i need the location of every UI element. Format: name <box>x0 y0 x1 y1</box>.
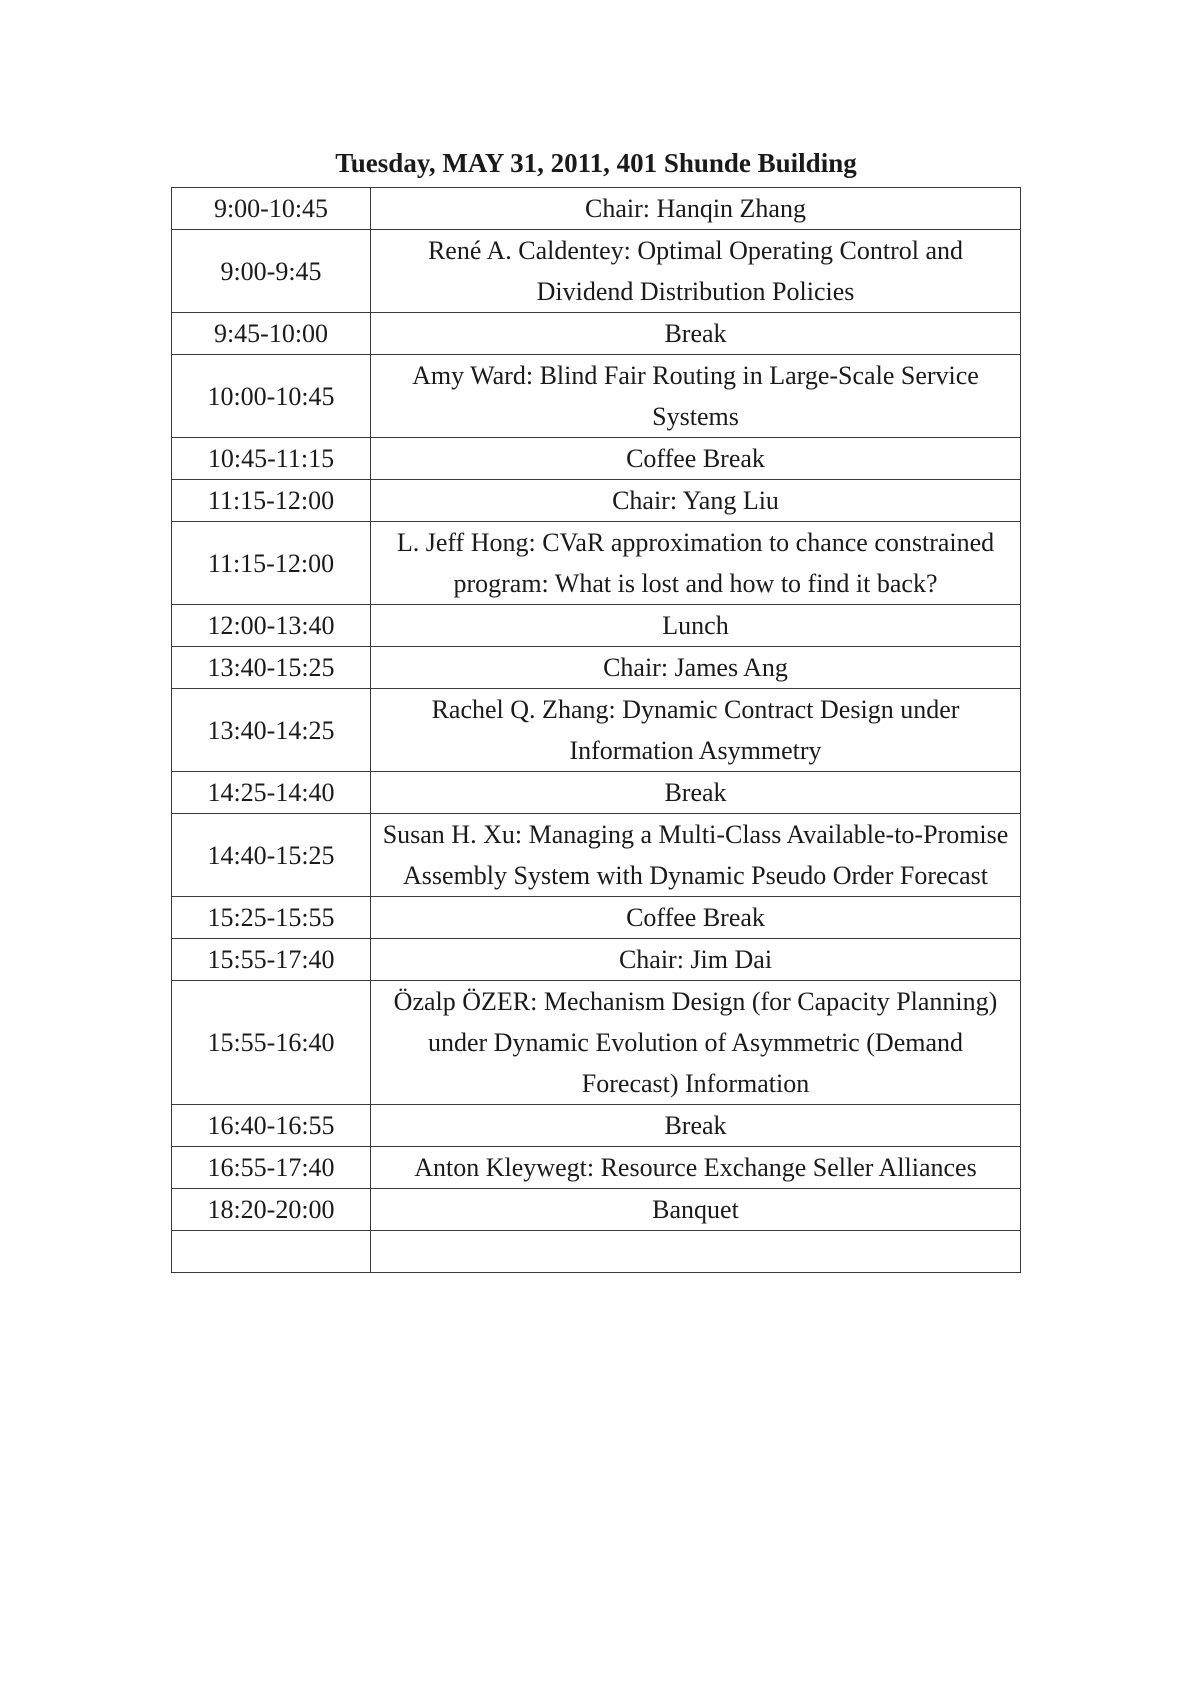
time-cell: 9:00-9:45 <box>172 230 371 313</box>
event-cell: Lunch <box>371 605 1021 647</box>
time-cell: 16:55-17:40 <box>172 1147 371 1189</box>
event-cell: Break <box>371 772 1021 814</box>
time-cell: 12:00-13:40 <box>172 605 371 647</box>
time-cell: 15:55-16:40 <box>172 981 371 1105</box>
table-row <box>172 897 1021 939</box>
time-cell: 11:15-12:00 <box>172 480 371 522</box>
table-row <box>172 522 1021 605</box>
time-cell: 16:40-16:55 <box>172 1105 371 1147</box>
table-row <box>172 647 1021 689</box>
time-cell: 14:40-15:25 <box>172 814 371 897</box>
time-cell: 18:20-20:00 <box>172 1189 371 1231</box>
table-row <box>172 689 1021 772</box>
event-cell: Chair: Hanqin Zhang <box>371 188 1021 230</box>
time-cell: 13:40-14:25 <box>172 689 371 772</box>
time-cell: 9:00-10:45 <box>172 188 371 230</box>
event-cell: Break <box>371 313 1021 355</box>
table-row <box>172 438 1021 480</box>
table-row <box>172 313 1021 355</box>
table-row <box>172 814 1021 897</box>
event-cell: Coffee Break <box>371 438 1021 480</box>
schedule-body <box>172 188 1021 1273</box>
event-cell: Chair: Yang Liu <box>371 480 1021 522</box>
event-cell: Coffee Break <box>371 897 1021 939</box>
event-cell: Break <box>371 1105 1021 1147</box>
event-cell: Anton Kleywegt: Resource Exchange Seller Alliances <box>371 1147 1021 1189</box>
table-row <box>172 480 1021 522</box>
event-cell: Banquet <box>371 1189 1021 1231</box>
table-row <box>172 605 1021 647</box>
time-cell: 14:25-14:40 <box>172 772 371 814</box>
event-cell: Chair: James Ang <box>371 647 1021 689</box>
table-row <box>172 188 1021 230</box>
event-cell: René A. Caldentey: Optimal Operating Control and Dividend Distribution Policies <box>371 230 1021 313</box>
table-row <box>172 355 1021 438</box>
table-row <box>172 981 1021 1105</box>
table-row <box>172 1231 1021 1273</box>
event-cell: Özalp ÖZER: Mechanism Design (for Capacity Planning) under Dynamic Evolution of Asymmetric (Demand Forecast) Information <box>371 981 1021 1105</box>
table-row <box>172 230 1021 313</box>
schedule-table <box>171 187 1021 1273</box>
time-cell: 11:15-12:00 <box>172 522 371 605</box>
event-cell: Susan H. Xu: Managing a Multi-Class Available-to-Promise Assembly System with Dynamic Pseudo Order Forecast <box>371 814 1021 897</box>
event-cell: Amy Ward: Blind Fair Routing in Large-Scale Service Systems <box>371 355 1021 438</box>
table-row <box>172 1189 1021 1231</box>
event-cell: Chair: Jim Dai <box>371 939 1021 981</box>
time-cell: 15:25-15:55 <box>172 897 371 939</box>
time-cell: 15:55-17:40 <box>172 939 371 981</box>
table-row <box>172 772 1021 814</box>
event-cell: L. Jeff Hong: CVaR approximation to chance constrained program: What is lost and how to find it back? <box>371 522 1021 605</box>
event-cell: Rachel Q. Zhang: Dynamic Contract Design under Information Asymmetry <box>371 689 1021 772</box>
event-cell <box>371 1231 1021 1273</box>
time-cell <box>172 1231 371 1273</box>
table-row <box>172 1105 1021 1147</box>
table-row <box>172 939 1021 981</box>
time-cell: 13:40-15:25 <box>172 647 371 689</box>
page-title: Tuesday, MAY 31, 2011, 401 Shunde Building <box>335 148 857 178</box>
time-cell: 10:45-11:15 <box>172 438 371 480</box>
time-cell: 9:45-10:00 <box>172 313 371 355</box>
table-row <box>172 1147 1021 1189</box>
time-cell: 10:00-10:45 <box>172 355 371 438</box>
